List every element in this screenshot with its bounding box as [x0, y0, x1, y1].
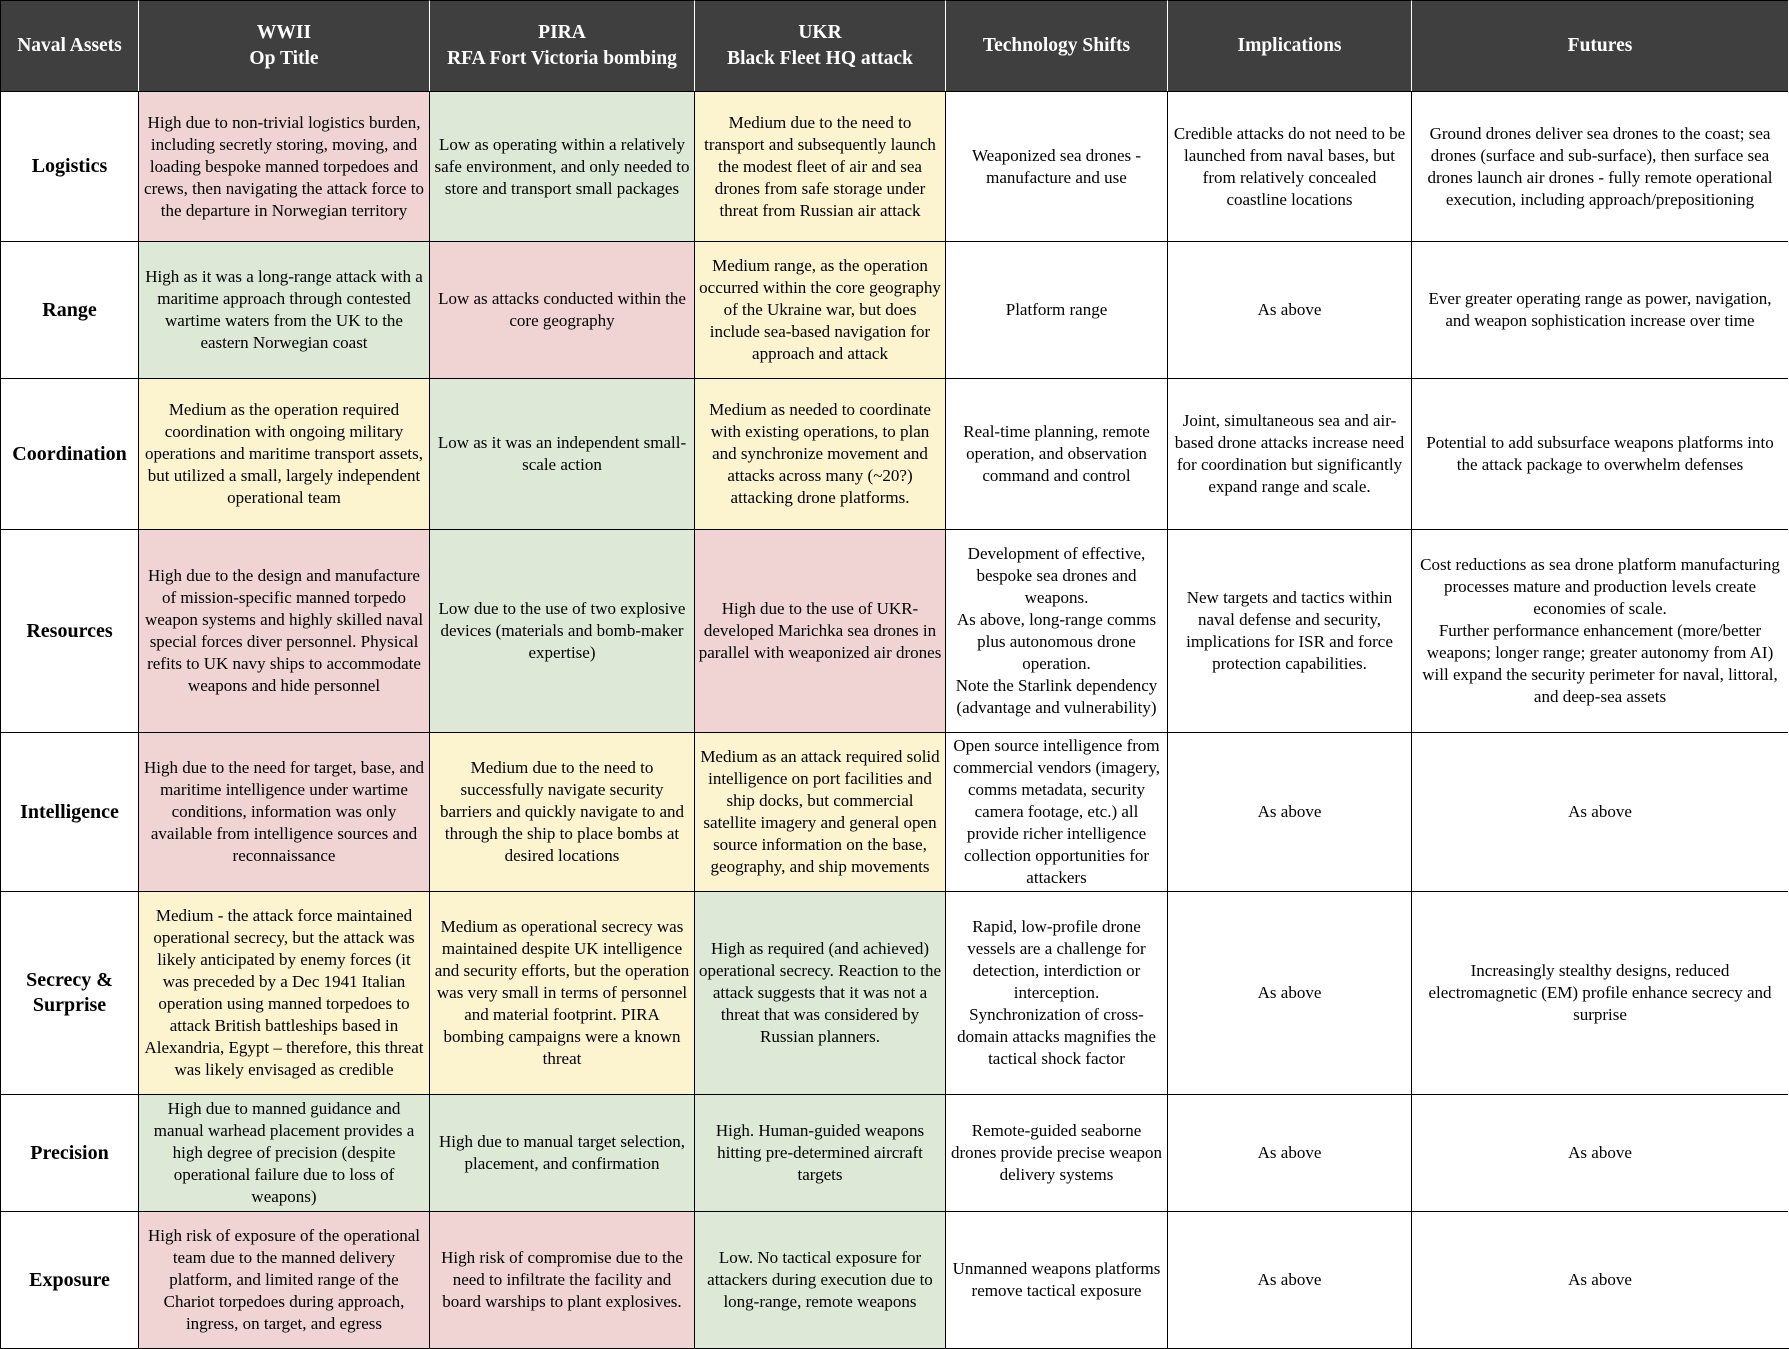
table-cell-range-technology-shifts: Platform range: [945, 241, 1167, 378]
table-cell-exposure-implications: As above: [1167, 1211, 1411, 1348]
table-cell-exposure-wwii: High risk of exposure of the operational team due to the manned delivery platform, and limited range of the Chariot torpedoes during approach, ingress, on target, and egress: [138, 1211, 429, 1348]
table-cell-resources-wwii: High due to the design and manufacture of mission-specific manned torpedo weapon systems and highly skilled naval special forces diver personnel. Physical refits to UK navy ships to accommodate weapons and hide personnel: [138, 529, 429, 732]
row-label-resources: Resources: [0, 529, 138, 732]
column-header-implications: Implications: [1167, 0, 1411, 91]
table-cell-exposure-ukr: Low. No tactical exposure for attackers during execution due to long-range, remote weapons: [694, 1211, 945, 1348]
table-cell-range-pira: Low as attacks conducted within the core geography: [429, 241, 694, 378]
row-label-range: Range: [0, 241, 138, 378]
column-header-ukr: UKR Black Fleet HQ attack: [694, 0, 945, 91]
row-label-intelligence: Intelligence: [0, 732, 138, 891]
table-cell-resources-technology-shifts: Development of effective, bespoke sea drones and weapons. As above, long-range comms plus autonomous drone operation. Note the Starlink dependency (advantage and vulnerability): [945, 529, 1167, 732]
table-cell-exposure-pira: High risk of compromise due to the need to infiltrate the facility and board warships to plant explosives.: [429, 1211, 694, 1348]
table-cell-coordination-pira: Low as it was an independent small-scale action: [429, 378, 694, 529]
table-cell-coordination-implications: Joint, simultaneous sea and air-based drone attacks increase need for coordination but significantly expand range and scale.: [1167, 378, 1411, 529]
table-cell-secrecy-surprise-technology-shifts: Rapid, low-profile drone vessels are a challenge for detection, interdiction or interception. Synchronization of cross-domain attacks magnifies the tactical shock factor: [945, 891, 1167, 1094]
table-cell-logistics-futures: Ground drones deliver sea drones to the coast; sea drones (surface and sub-surface), then surface sea drones launch air drones - fully remote operational execution, including approach/prepositioning: [1411, 91, 1788, 241]
table-cell-precision-implications: As above: [1167, 1094, 1411, 1211]
table-cell-logistics-implications: Credible attacks do not need to be launched from naval bases, but from relatively concealed coastline locations: [1167, 91, 1411, 241]
table-cell-resources-pira: Low due to the use of two explosive devices (materials and bomb-maker expertise): [429, 529, 694, 732]
table-cell-intelligence-implications: As above: [1167, 732, 1411, 891]
table-cell-coordination-futures: Potential to add subsurface weapons platforms into the attack package to overwhelm defenses: [1411, 378, 1788, 529]
table-cell-logistics-pira: Low as operating within a relatively safe environment, and only needed to store and transport small packages: [429, 91, 694, 241]
column-header-naval-assets: Naval Assets: [0, 0, 138, 91]
column-header-pira: PIRA RFA Fort Victoria bombing: [429, 0, 694, 91]
table-cell-secrecy-surprise-ukr: High as required (and achieved) operational secrecy. Reaction to the attack suggests that it was not a threat that was considered by Russian planners.: [694, 891, 945, 1094]
table-cell-exposure-technology-shifts: Unmanned weapons platforms remove tactical exposure: [945, 1211, 1167, 1348]
table-cell-intelligence-pira: Medium due to the need to successfully navigate security barriers and quickly navigate to and through the ship to place bombs at desired locations: [429, 732, 694, 891]
table-cell-precision-technology-shifts: Remote-guided seaborne drones provide precise weapon delivery systems: [945, 1094, 1167, 1211]
row-label-secrecy-surprise: Secrecy & Surprise: [0, 891, 138, 1094]
row-label-precision: Precision: [0, 1094, 138, 1211]
table-cell-range-wwii: High as it was a long-range attack with a maritime approach through contested wartime waters from the UK to the eastern Norwegian coast: [138, 241, 429, 378]
table-cell-intelligence-wwii: High due to the need for target, base, and maritime intelligence under wartime conditions, information was only available from intelligence sources and reconnaissance: [138, 732, 429, 891]
row-label-logistics: Logistics: [0, 91, 138, 241]
row-label-coordination: Coordination: [0, 378, 138, 529]
table-cell-logistics-ukr: Medium due to the need to transport and subsequently launch the modest fleet of air and sea drones from safe storage under threat from Russian air attack: [694, 91, 945, 241]
table-cell-secrecy-surprise-futures: Increasingly stealthy designs, reduced electromagnetic (EM) profile enhance secrecy and surprise: [1411, 891, 1788, 1094]
column-header-technology-shifts: Technology Shifts: [945, 0, 1167, 91]
table-cell-precision-ukr: High. Human-guided weapons hitting pre-determined aircraft targets: [694, 1094, 945, 1211]
table-cell-secrecy-surprise-pira: Medium as operational secrecy was maintained despite UK intelligence and security efforts, but the operation was very small in terms of personnel and material footprint. PIRA bombing campaigns were a known threat: [429, 891, 694, 1094]
table-cell-range-implications: As above: [1167, 241, 1411, 378]
table-cell-intelligence-futures: As above: [1411, 732, 1788, 891]
table-cell-secrecy-surprise-wwii: Medium - the attack force maintained operational secrecy, but the attack was likely anticipated by enemy forces (it was preceded by a Dec 1941 Italian operation using manned torpedoes to attack British battleships based in Alexandria, Egypt – therefore, this threat was likely envisaged as credible: [138, 891, 429, 1094]
table-cell-resources-futures: Cost reductions as sea drone platform manufacturing processes mature and production levels create economies of scale. Further performance enhancement (more/better weapons; longer range; greater autonomy from AI) will expand the security perimeter for naval, littoral, and deep-sea assets: [1411, 529, 1788, 732]
table-cell-precision-futures: As above: [1411, 1094, 1788, 1211]
column-header-wwii: WWII Op Title: [138, 0, 429, 91]
table-cell-coordination-wwii: Medium as the operation required coordination with ongoing military operations and maritime transport assets, but utilized a small, largely independent operational team: [138, 378, 429, 529]
table-cell-coordination-ukr: Medium as needed to coordinate with existing operations, to plan and synchronize movement and attacks across many (~20?) attacking drone platforms.: [694, 378, 945, 529]
table-cell-intelligence-ukr: Medium as an attack required solid intelligence on port facilities and ship docks, but commercial satellite imagery and general open source information on the base, geography, and ship movements: [694, 732, 945, 891]
column-header-futures: Futures: [1411, 0, 1788, 91]
table-cell-range-futures: Ever greater operating range as power, navigation, and weapon sophistication increase over time: [1411, 241, 1788, 378]
table-cell-precision-wwii: High due to manned guidance and manual warhead placement provides a high degree of precision (despite operational failure due to loss of weapons): [138, 1094, 429, 1211]
table-cell-resources-implications: New targets and tactics within naval defense and security, implications for ISR and force protection capabilities.: [1167, 529, 1411, 732]
row-label-exposure: Exposure: [0, 1211, 138, 1348]
table-cell-secrecy-surprise-implications: As above: [1167, 891, 1411, 1094]
table-cell-logistics-wwii: High due to non-trivial logistics burden, including secretly storing, moving, and loading bespoke manned torpedoes and crews, then navigating the attack force to the departure in Norwegian territory: [138, 91, 429, 241]
table-cell-exposure-futures: As above: [1411, 1211, 1788, 1348]
table-cell-resources-ukr: High due to the use of UKR-developed Marichka sea drones in parallel with weaponized air drones: [694, 529, 945, 732]
table-cell-range-ukr: Medium range, as the operation occurred within the core geography of the Ukraine war, but does include sea-based navigation for approach and attack: [694, 241, 945, 378]
table-cell-logistics-technology-shifts: Weaponized sea drones - manufacture and use: [945, 91, 1167, 241]
table-cell-intelligence-technology-shifts: Open source intelligence from commercial vendors (imagery, comms metadata, security camera footage, etc.) all provide richer intelligence collection opportunities for attackers: [945, 732, 1167, 891]
table-cell-precision-pira: High due to manual target selection, placement, and confirmation: [429, 1094, 694, 1211]
table-cell-coordination-technology-shifts: Real-time planning, remote operation, and observation command and control: [945, 378, 1167, 529]
